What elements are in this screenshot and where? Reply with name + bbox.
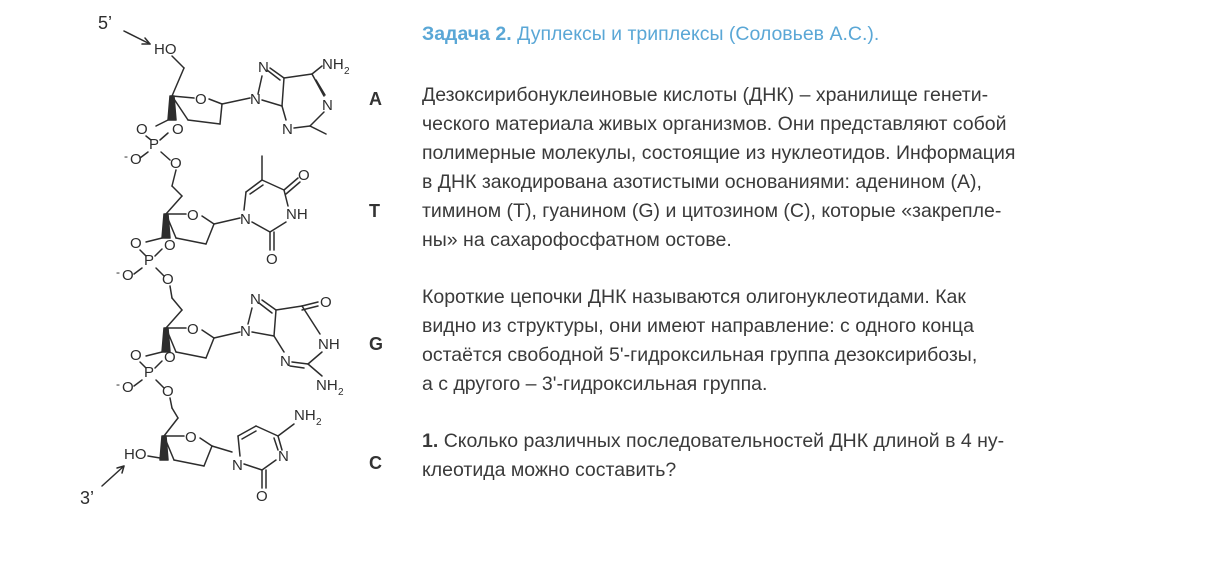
svg-text:N: N — [232, 457, 243, 474]
intro-paragraph — [422, 81, 1102, 255]
svg-text:O: O — [266, 251, 278, 268]
task-title — [422, 20, 1102, 49]
question-number: 1. — [422, 430, 439, 452]
intro-line: ны» на сахарофосфатном остове. — [422, 229, 732, 251]
svg-text:N: N — [278, 448, 289, 465]
svg-text:O: O — [320, 294, 332, 311]
svg-text:N: N — [282, 121, 293, 138]
intro-line: Дезоксирибонуклеиновые кислоты (ДНК) – хранилище генети- — [422, 84, 989, 106]
task-text — [422, 20, 1102, 513]
svg-text:NH: NH — [322, 56, 344, 73]
oligo-line: Короткие цепочки ДНК называются олигонуклеотидами. Как — [422, 286, 966, 308]
nucleotide-guanine — [116, 291, 344, 400]
atom-ho-5prime: HO — [154, 41, 177, 58]
svg-text:O: O — [162, 271, 174, 288]
svg-text:2: 2 — [316, 417, 322, 428]
oligo-line: видно из структуры, они имеют направление: с одного конца — [422, 315, 974, 337]
svg-text:NH: NH — [318, 336, 340, 353]
svg-text:O: O — [130, 235, 142, 252]
base-letter-a: A — [369, 89, 382, 109]
svg-text:-: - — [124, 149, 128, 163]
svg-text:N: N — [322, 97, 333, 114]
svg-text:O: O — [164, 349, 176, 366]
intro-line: в ДНК закодирована азотистыми основаниями: аденином (А), — [422, 171, 982, 193]
svg-text:NH: NH — [286, 206, 308, 223]
task-title-text: Дуплексы и триплексы (Соловьев А.С.). — [517, 23, 880, 45]
intro-line: тимином (Т), гуанином (G) и цитозином (С), которые «закрепле- — [422, 200, 1002, 222]
nucleotide-thymine — [116, 156, 310, 288]
oligonucleotide-paragraph — [422, 283, 1102, 399]
svg-text:N: N — [240, 211, 251, 228]
svg-text:P: P — [149, 136, 160, 153]
svg-text:O: O — [170, 155, 182, 172]
svg-text:N: N — [250, 291, 261, 308]
svg-text:N: N — [258, 59, 269, 76]
svg-text:O: O — [164, 237, 176, 254]
intro-line: полимерные молекулы, состоящие из нуклеотидов. Информация — [422, 142, 1016, 164]
label-5-prime: 5’ — [98, 13, 113, 33]
svg-text:O: O — [256, 488, 268, 505]
svg-text:-: - — [116, 265, 120, 279]
task-number: Задача 2. — [422, 23, 512, 45]
svg-text:O: O — [122, 267, 134, 284]
svg-text:O: O — [130, 151, 142, 168]
svg-text:O: O — [130, 347, 142, 364]
svg-text:N: N — [250, 91, 261, 108]
svg-text:NH: NH — [294, 407, 316, 424]
svg-text:O: O — [185, 429, 197, 446]
question-1 — [422, 427, 1102, 485]
svg-text:O: O — [187, 207, 199, 224]
svg-text:O: O — [162, 383, 174, 400]
svg-text:O: O — [187, 321, 199, 338]
oligo-line: а с другого – 3'-гидроксильная группа. — [422, 373, 768, 395]
svg-text:2: 2 — [344, 66, 350, 77]
svg-text:-: - — [116, 377, 120, 391]
svg-text:NH: NH — [316, 377, 338, 394]
svg-text:O: O — [136, 121, 148, 138]
svg-text:P: P — [144, 252, 155, 269]
svg-text:2: 2 — [338, 387, 344, 398]
nucleotide-cytosine — [124, 407, 322, 505]
arrow-3-prime — [102, 466, 124, 486]
base-letter-g: G — [369, 334, 384, 354]
atom-ho-3prime: HO — [124, 446, 147, 463]
svg-text:O: O — [298, 167, 310, 184]
svg-text:O: O — [122, 379, 134, 396]
svg-text:N: N — [240, 323, 251, 340]
question-line — [422, 427, 1102, 456]
question-text-line: клеотида можно составить? — [422, 459, 677, 481]
svg-text:P: P — [144, 364, 155, 381]
intro-line: ческого материала живых организмов. Они представляют собой — [422, 113, 1007, 135]
arrow-5-prime — [124, 31, 150, 44]
svg-text:N: N — [280, 353, 291, 370]
base-letter-t: T — [369, 201, 380, 221]
question-text-line: Сколько различных последовательностей ДНК длиной в 4 ну- — [443, 430, 1005, 452]
dna-structure-diagram — [0, 0, 410, 575]
nucleotide-adenine — [124, 41, 350, 172]
base-letter-c: C — [369, 453, 382, 473]
oligo-line: остаётся свободной 5'-гидроксильная группа дезоксирибозы, — [422, 344, 978, 366]
svg-text:O: O — [195, 91, 207, 108]
svg-text:O: O — [172, 121, 184, 138]
label-3-prime: 3’ — [80, 488, 95, 508]
